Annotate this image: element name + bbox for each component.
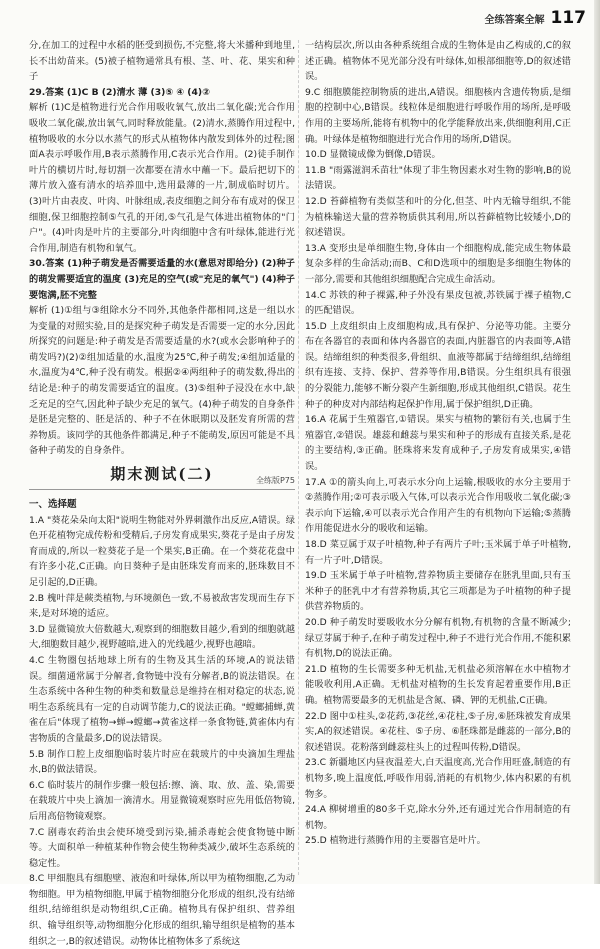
answer-item: 23.C 新疆地区内昼夜温差大,白天温度高,光合作用旺盛,制造的有机物多,晚上温度低,呼吸作用弱,消耗的有机物少,体内积累的有机物多。 [305, 757, 571, 800]
page-header [485, 6, 587, 30]
answer-item: 17.A ①的箭头向上,可表示水分向上运输,根吸收的水分主要用于②蒸腾作用;②可表示吸入气体,可以表示光合作用吸收二氧化碳;③表示向下运输,④可以表示光合作用产生的有机物向下运输;⑤蒸腾作用能促进水分的吸收和运输。 [305, 476, 571, 535]
answer-paragraph: 29.答案 (1)C B (2)清水 薄 (3)⑤ ④ (4)② [29, 86, 210, 98]
section-heading [29, 467, 295, 491]
section-reference: 全练版P75 [255, 476, 295, 486]
column-divider [298, 40, 299, 875]
answer-item: 25.D 植物进行蒸腾作用的主要器官是叶片。 [305, 835, 486, 847]
answer-item: 14.C 苏铁的种子裸露,种子外没有果皮包被,苏铁属于裸子植物,C的匹配错误。 [305, 289, 571, 317]
explanation-paragraph: 解析 (1)①组与③组除水分不同外,其他条件都相同,这是一组以水为变量的对照实验,目的是探究种子萌发是否需要一定的水分,因此所探究的问题是:种子萌发是否需要适量的水?(或水会影响种子的萌发吗?)(2)②组加适量的水,温度为25℃,种子萌发;④组加适量的水,温度为4℃,种子没有萌发。根据②④两组种子的萌发数,得出的结论是:种子的萌发需要适宜的温度。(3)⑤组种子浸没在水中,缺乏充足的空气,因此种子缺少充足的氧气。(4)种子萌发的自身条件是胚是完整的、胚是活的、种子不在休眠期以及胚发育所需的营养物质。该同学的其他条件都满足,种子不能萌发,原因可能是不具备种子萌发的自身条件。 [29, 305, 295, 457]
answer-item: 8.C 甲细胞具有细胞壁、液泡和叶绿体,所以甲为植物细胞,乙为动物细胞。甲为植物细胞,甲属于植物细胞分化形成的组织,没有结缔组织,结缔组织是动物组织,C正确。植物具有保护组织、营养组织、输导组织等,动物细胞分化形成的组织,输导组织是植物的基本组织之一,B的叙述错误。动物体比植物体多了系统这 [29, 873, 295, 947]
answer-item: 10.D 显微镜成像为倒像,D错误。 [305, 149, 441, 161]
answer-item: 24.A 柳树增重的80多千克,除水分外,还有通过光合作用制造的有机物。 [305, 804, 571, 831]
part-label: 一、选择题 [29, 499, 77, 511]
answer-item: 20.D 种子萌发时要吸收水分分解有机物,有机物的含量不断减少;绿豆芽属于种子,在种子萌发过程中,种子不进行光合作用,不能积累有机物,D的说法正确。 [305, 616, 572, 660]
book-spine-shadow [594, 0, 600, 884]
answer-item: 12.D 苔藓植物有类似茎和叶的分化,但茎、叶内无输导组织,不能为植株输送大量的营养物质供其利用,所以苔藓植物比较矮小,D的叙述错误。 [305, 195, 571, 239]
answer-item: 21.D 植物的生长需要多种无机盐,无机盐必须溶解在水中植物才能吸收利用,A正确。无机盐对植物的生长发育起着重要作用,B正确。植物需要最多的无机盐是含氮、磷、钾的无机盐,C正确。 [305, 663, 571, 706]
answer-item: 7.C 剧毒农药治虫会使环境受到污染,捕杀毒蛇会使食物链中断等。大面积单一种植某种作物会使生物种类减少,破坏生态系统的稳定性。 [29, 826, 295, 869]
answer-item: 5.B 制作口腔上皮细胞临时装片时应在载玻片的中央滴加生理盐水,B的做法错误。 [29, 748, 295, 776]
section-title: 期末测试(二) [110, 465, 214, 484]
answer-item: 3.D 显微镜放大倍数越大,观察到的细胞数目越少,看到的细胞就越大,细胞数目越少,视野越暗,进入的光线越少,视野也越暗。 [29, 623, 295, 651]
page-number: 117 [550, 8, 586, 28]
answer-paragraph: 分,在加工的过程中水稻的胚受到损伤,不完整,将大米播种到地里,长不出幼苗来。(5)被子植物通常具有根、茎、叶、花、果实和种子 [29, 40, 295, 83]
right-column [305, 38, 571, 878]
answer-item: 15.D 上皮组织由上皮细胞构成,具有保护、分泌等功能。主要分布在各器官的表面和体内各器官的表面,内脏器官的内表面等,A错误。结缔组织的种类很多,骨组织、血液等都属于结缔组织,结缔组织有连接、支持、保护、营养等作用,B错误。分生组织具有很强的分裂能力,能够不断分裂产生新细胞,形成其他组织,C错误。花生种子的种皮对内部结构起保护作用,属于保护组织,D正确。 [305, 320, 571, 410]
series-title: 全练答案全解 [484, 14, 545, 26]
answer-item: 2.B 槐叶萍是蕨类植物,与环境颜色一致,不易被敌害发现而生存下来,是对环境的适应。 [29, 592, 295, 620]
answer-item: 22.D 图中①柱头,②花药,③花丝,④花柱,⑤子房,⑥胚珠被发育成果实,A的叙述错误。④花柱、⑤子房、⑥胚珠都是雌蕊的一部分,B的叙述错误。花粉落到雌蕊柱头上的过程叫传粉,D错误。 [305, 710, 571, 753]
explanation-paragraph: 解析 (1)C是植物进行光合作用吸收氧气,放出二氧化碳;光合作用吸收二氧化碳,放出氧气,同时释放能量。(2)清水,蒸腾作用过程中,植物吸收的水分以水蒸气的形式从植物体内散发到体外的过程;图面A表示呼吸作用,B表示蒸腾作用,C表示光合作用。(2)徒手制作叶片的横切片时,每切割一次都要在清水中蘸一下。最后把切下的薄片放入盛有清水的培养皿中,选用最薄的一片,制成临时切片。(3)叶片由表皮、叶肉、叶脉组成,表皮细胞之间分布有成对的保卫细胞,保卫细胞控制⑤气孔的开闭,⑤气孔是气体进出植物体的"门户"。(4)叶肉是叶片的主要部分,叶肉细胞中含有叶绿体,能进行光合作用,制造有机物和氧气。 [29, 102, 295, 254]
answer-item: 6.C 临时装片的制作步骤一般包括:擦、滴、取、放、盖、染,需要在载玻片中央上滴加一滴清水。用显微镜观察时应先用低倍物镜,后用高倍物镜观察。 [29, 779, 295, 822]
answer-item: 18.D 菜豆属于双子叶植物,种子有两片子叶;玉米属于单子叶植物,有一片子叶,D错误。 [305, 539, 571, 566]
answer-item: 一结构层次,所以由各种系统组合成的生物体是由乙构成的,C的叙述正确。植物体不见光部分没有叶绿体,如根部细胞等,D的叙述错误。 [305, 40, 571, 83]
answer-paragraph: 30.答案 (1)种子萌发是否需要适量的水(意思对即给分) (2)种子的萌发需要适宜的温度 (3)充足的空气(或"充足的氧气") (4)种子要饱满,胚不完整 [29, 258, 295, 301]
answer-item: 16.A 花属于生殖器官,①错误。果实与植物的繁衍有关,也属于生殖器官,②错误。雄蕊和雌蕊与果实和种子的形成有直接关系,是花的主要结构,③正确。胚珠将来发育成种子,子房发育成果实,④错误。 [305, 414, 571, 473]
answer-item: 13.A 变形虫是单细胞生物,身体由一个细胞构成,能完成生物体最复杂多样的生命活动;而B、C和D选项中的细胞是多细胞生物体的一部分,需要和其他组织细胞配合完成生命活动。 [305, 242, 571, 285]
left-column [29, 38, 295, 947]
answer-item: 9.C 细胞膜能控制物质的进出,A错误。细胞核内含遗传物质,是细胞的控制中心,B错误。线粒体是细胞进行呼吸作用的场所,是呼吸作用的主要场所,能将有机物中的化学能释放出来,供细胞利用,C正确。叶绿体是植物细胞进行光合作用的场所,D错误。 [305, 86, 571, 145]
section-underline [29, 489, 295, 490]
answer-item: 4.C 生物圈包括地球上所有的生物及其生活的环境,A的说法错误。细菌通常属于分解者,食物链中没有分解者,B的说法错误。在生态系统中各种生物的种类和数量总是维持在相对稳定的状态,说明生态系统具有一定的自动调节能力,C的说法正确。"螳螂捕蝉,黄雀在后"体现了植物→蝉→螳螂→黄雀这样一条食物链,黄雀体内有害物质的含量最多,D的说法错误。 [29, 654, 295, 744]
answer-item: 11.B "雨露滋润禾苗壮"体现了非生物因素水对生物的影响,B的说法错误。 [305, 164, 571, 192]
answer-item: 1.A "葵花朵朵向太阳"说明生物能对外界刺激作出反应,A错误。绿色开花植物完成传粉和受精后,子房发育成果实,葵花子是由子房发育而成的,所以一粒葵花子是一个果实,B正确。在一个葵花花盘中有许多小花,C正确。向日葵种子是由胚珠发育而来的,胚珠数目不足引起的,D正确。 [29, 514, 295, 588]
answer-item: 19.D 玉米属于单子叶植物,营养物质主要储存在胚乳里面,只有玉米种子的胚乳中才有营养物质,其它三项都是为子叶植物的种子提供营养物质的。 [305, 570, 571, 613]
